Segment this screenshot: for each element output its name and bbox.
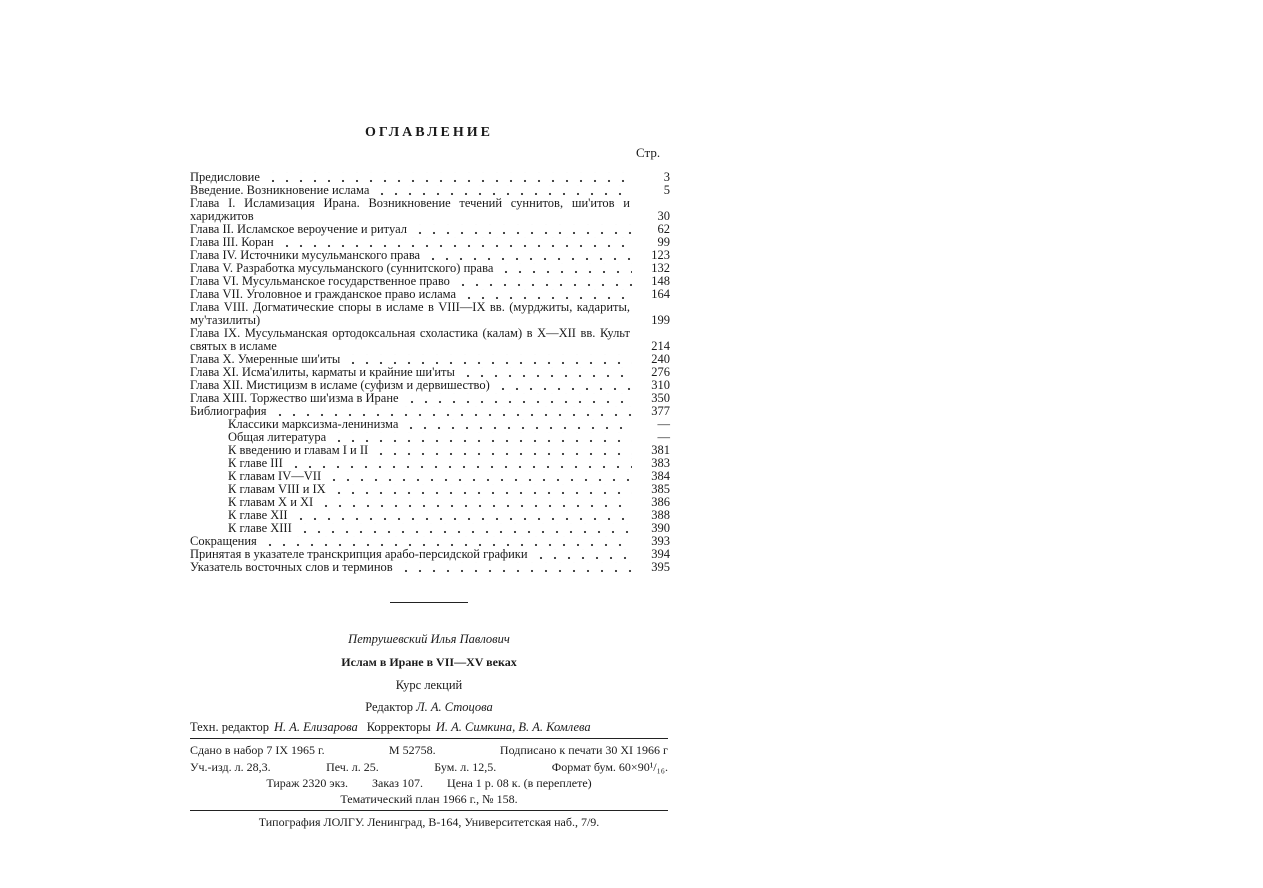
toc-entry-page: 5 <box>663 183 670 197</box>
leader-dots <box>426 250 632 260</box>
leader-dots <box>346 354 632 364</box>
toc-entry-text: Сокращения <box>190 534 257 548</box>
imprint-field: М 52758. <box>388 743 436 757</box>
toc-entry-page: 388 <box>651 508 670 522</box>
toc-entry <box>190 327 670 353</box>
toc-entry-text: К главе XII <box>228 508 288 522</box>
toc-title: ОГЛАВЛЕНИЕ <box>365 125 493 140</box>
toc-entry-page: 123 <box>651 248 670 262</box>
toc-entry-text: К главе XIII <box>228 521 292 535</box>
toc-entry-text: К введению и главам I и II <box>228 443 369 457</box>
imprint-field: Бум. л. 12,5. <box>434 760 497 774</box>
imprint-field: Цена 1 р. 08 к. (в переплете) <box>447 776 592 790</box>
leader-dots <box>462 289 632 299</box>
toc-entry-text: К главам IV—VII <box>228 469 322 483</box>
editor-label: Редактор <box>365 700 414 714</box>
toc-entry-text: К главам VIII и IX <box>228 482 326 496</box>
leader-dots <box>294 510 632 520</box>
editor-line <box>190 700 668 715</box>
separator-rule <box>390 602 468 603</box>
proofreaders-names: И. А. Симкина, В. А. Комлева <box>435 720 591 734</box>
toc-entry-page: 377 <box>651 404 670 418</box>
toc-entry-text: Глава VI. Мусульманское государственное право <box>190 274 450 288</box>
toc-entry-text: Глава VIII. Догматические споры в исламе в VIII—IX вв. (мурджиты, кадариты, му'тазилиты) <box>190 300 630 327</box>
leader-dots <box>461 367 632 377</box>
toc-entry-page: 99 <box>657 235 670 249</box>
toc-entry-text: К главам X и XI <box>228 495 314 509</box>
toc-entry-text: Предисловие <box>190 170 260 184</box>
leader-dots <box>375 185 632 195</box>
toc-entry-text: Глава XII. Мистицизм в исламе (суфизм и дервишество) <box>190 378 490 392</box>
tech-editor-name: Н. А. Елизарова <box>273 720 358 734</box>
toc-entry-text: Общая литература <box>228 430 327 444</box>
imprint-field: Сдано в набор 7 IX 1965 г. <box>190 743 325 757</box>
leader-dots <box>263 536 632 546</box>
imprint-line-3 <box>190 776 668 791</box>
toc-entry-text: Библиография <box>190 404 267 418</box>
toc-entry-text: Глава III. Коран <box>190 235 274 249</box>
toc-entry-text: Глава IX. Мусульманская ортодоксальная схоластика (калам) в X—XII вв. Культ святых в исламе <box>190 326 630 353</box>
toc-entry-text: Принятая в указателе транскрипция арабо-персидской графики <box>190 547 528 561</box>
imprint-field: Заказ 107. <box>371 776 424 790</box>
imprint-field: Уч.-изд. л. 28,3. <box>190 760 271 774</box>
toc-entry-text: Глава V. Разработка мусульманского (суннитского) права <box>190 261 494 275</box>
imprint-field: Печ. л. 25. <box>326 760 379 774</box>
leader-dots <box>273 406 632 416</box>
toc-entry-text: Указатель восточных слов и терминов <box>190 560 393 574</box>
leader-dots <box>399 562 632 572</box>
imprint-line-4: Тематический план 1966 г., № 158. <box>340 792 518 806</box>
page-column-label: Стр. <box>636 145 661 160</box>
leader-dots <box>289 458 632 468</box>
toc-entry <box>190 561 670 574</box>
table-of-contents <box>190 171 670 574</box>
toc-entry-page: 240 <box>651 352 670 366</box>
toc-entry-text: Глава X. Умеренные ши'иты <box>190 352 341 366</box>
author-name: Петрушевский Илья Павлович <box>348 632 510 646</box>
toc-entry-page: 276 <box>651 365 670 379</box>
leader-dots <box>534 549 632 559</box>
toc-entry-text: Глава XIII. Торжество ши'изма в Иране <box>190 391 399 405</box>
toc-entry-text: Глава VII. Уголовное и гражданское право ислама <box>190 287 457 301</box>
leader-dots <box>266 172 632 182</box>
imprint-field: Подписано к печати 30 XI 1966 г <box>499 743 668 757</box>
leader-dots <box>413 224 632 234</box>
toc-entry-page: 214 <box>651 339 670 353</box>
toc-entry-page: 199 <box>651 313 670 327</box>
toc-entry-text: Введение. Возникновение ислама <box>190 183 370 197</box>
imprint-line-2 <box>190 760 668 775</box>
book-title: Ислам в Иране в VII—XV веках <box>341 655 517 669</box>
leader-dots <box>456 276 632 286</box>
leader-dots <box>298 523 632 533</box>
toc-entry-page: 350 <box>651 391 670 405</box>
proofreaders-label: Корректоры <box>366 720 431 734</box>
toc-entry-text: Глава II. Исламское вероучение и ритуал <box>190 222 407 236</box>
toc-entry-page: 383 <box>651 456 670 470</box>
leader-dots <box>332 484 632 494</box>
toc-entry-page: 381 <box>651 443 670 457</box>
leader-dots <box>496 380 632 390</box>
leader-dots <box>405 393 632 403</box>
toc-entry-text: Глава XI. Исма'илиты, карматы и крайние ши'иты <box>190 365 455 379</box>
tech-editor-label: Техн. редактор <box>190 720 269 734</box>
imprint-field: Тираж 2320 экз. <box>266 776 348 790</box>
imprint-line-1 <box>190 743 668 758</box>
toc-entry-text: Глава I. Исламизация Ирана. Возникновение течений суннитов, ши'итов и хариджитов <box>190 196 630 223</box>
toc-entry-page: 3 <box>663 170 670 184</box>
staff-line <box>190 720 668 735</box>
toc-entry-page: 395 <box>651 560 670 574</box>
toc-entry-page: 164 <box>651 287 670 301</box>
toc-entry-text: Глава IV. Источники мусульманского права <box>190 248 421 262</box>
leader-dots <box>499 263 632 273</box>
toc-entry <box>190 301 670 327</box>
toc-entry-page: — <box>657 430 670 444</box>
leader-dots <box>319 497 632 507</box>
toc-entry-page: 132 <box>651 261 670 275</box>
toc-entry-page: 148 <box>651 274 670 288</box>
toc-entry <box>190 197 670 223</box>
leader-dots <box>404 419 632 429</box>
toc-entry-text: К главе III <box>228 456 283 470</box>
toc-entry-page: 394 <box>651 547 670 561</box>
toc-entry-text: Классики марксизма-ленинизма <box>228 417 399 431</box>
toc-entry-page: 386 <box>651 495 670 509</box>
printer-line: Типография ЛОЛГУ. Ленинград, В-164, Университетская наб., 7/9. <box>258 815 600 829</box>
leader-dots <box>332 432 632 442</box>
toc-entry-page: 30 <box>657 209 670 223</box>
imprint-rule-bottom <box>190 810 668 811</box>
toc-entry-page: 393 <box>651 534 670 548</box>
toc-entry-page: 310 <box>651 378 670 392</box>
editor-name: Л. А. Стоцова <box>416 700 493 714</box>
toc-subentry <box>190 522 670 535</box>
imprint-rule-top <box>190 738 668 739</box>
toc-entry-page: 62 <box>657 222 670 236</box>
book-subtitle: Курс лекций <box>395 678 463 692</box>
toc-entry-page: 384 <box>651 469 670 483</box>
imprint-field: Формат бум. 60×90¹/₁₆. <box>551 760 668 774</box>
leader-dots <box>374 445 632 455</box>
toc-entry-page: 385 <box>651 482 670 496</box>
toc-entry-page: — <box>657 417 670 431</box>
leader-dots <box>327 471 632 481</box>
leader-dots <box>280 237 632 247</box>
toc-entry-page: 390 <box>651 521 670 535</box>
